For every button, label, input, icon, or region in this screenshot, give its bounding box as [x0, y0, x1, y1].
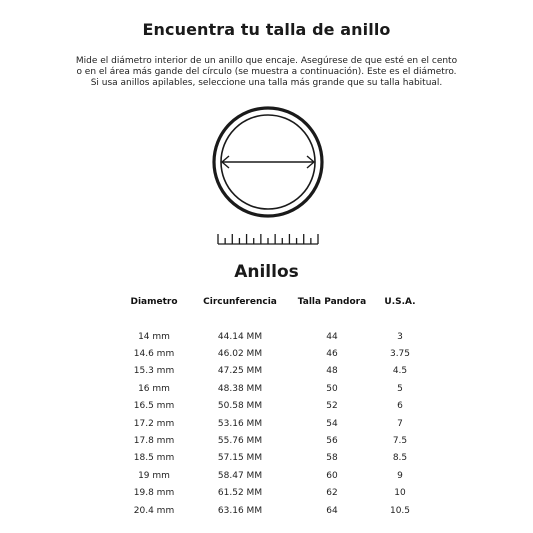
instructions	[0, 56, 533, 89]
cell-circunferencia: 57.15 MM	[217, 453, 263, 464]
section-title: Anillos	[234, 262, 299, 282]
table-spacer	[120, 308, 428, 328]
table-row	[120, 467, 428, 484]
table-row	[120, 380, 428, 397]
cell-usa: 3.75	[389, 349, 411, 360]
cell-talla-pandora: 46	[326, 349, 338, 360]
table-row	[120, 328, 428, 345]
cell-circunferencia: 46.02 MM	[217, 349, 263, 360]
cell-circunferencia: 61.52 MM	[217, 488, 263, 499]
column-header-diametro: Diametro	[130, 297, 178, 307]
cell-circunferencia: 53.16 MM	[217, 418, 263, 429]
cell-usa: 8.5	[392, 453, 408, 464]
cell-usa: 7	[397, 418, 403, 429]
cell-diametro: 15.3 mm	[133, 366, 175, 377]
cell-talla-pandora: 52	[326, 401, 338, 412]
column-header-circunferencia: Circunferencia	[203, 297, 277, 307]
page-title: Encuentra tu talla de anillo	[142, 20, 391, 39]
instruction-line: Mide el diámetro interior de un anillo que encaje. Asegúrese de que esté en el cento	[75, 56, 458, 66]
cell-diametro: 20.4 mm	[133, 505, 175, 516]
cell-talla-pandora: 64	[326, 505, 338, 516]
cell-circunferencia: 44.14 MM	[217, 331, 263, 342]
cell-diametro: 16.5 mm	[133, 401, 175, 412]
table-row	[120, 415, 428, 432]
cell-diametro: 18.5 mm	[133, 453, 175, 464]
cell-diametro: 14.6 mm	[133, 349, 175, 360]
cell-usa: 9	[397, 470, 403, 481]
cell-usa: 7.5	[392, 436, 408, 447]
cell-usa: 10.5	[389, 505, 411, 516]
table-row	[120, 363, 428, 380]
table-row	[120, 502, 428, 519]
cell-circunferencia: 50.58 MM	[217, 401, 263, 412]
cell-talla-pandora: 60	[326, 470, 338, 481]
column-header-talla-pandora: Talla Pandora	[297, 297, 367, 307]
cell-talla-pandora: 56	[326, 436, 338, 447]
cell-talla-pandora: 50	[326, 383, 338, 394]
cell-diametro: 17.2 mm	[133, 418, 175, 429]
ring-diameter-diagram	[206, 104, 330, 246]
table-row	[120, 485, 428, 502]
cell-diametro: 17.8 mm	[133, 436, 175, 447]
instruction-line: o en el área más gande del círculo (se muestra a continuación). Este es el diámetro.	[76, 67, 457, 77]
cell-circunferencia: 58.47 MM	[217, 470, 263, 481]
cell-talla-pandora: 44	[326, 331, 338, 342]
table-row	[120, 432, 428, 449]
cell-circunferencia: 63.16 MM	[217, 505, 263, 516]
cell-usa: 10	[394, 488, 406, 499]
table-row	[120, 398, 428, 415]
cell-diametro: 19.8 mm	[133, 488, 175, 499]
table-row	[120, 345, 428, 362]
table-body	[120, 308, 428, 519]
cell-diametro: 19 mm	[138, 470, 170, 481]
cell-diametro: 14 mm	[138, 331, 170, 342]
cell-circunferencia: 48.38 MM	[217, 383, 263, 394]
column-header-usa: U.S.A.	[384, 297, 416, 307]
diameter-arrow-icon	[222, 156, 314, 168]
table-row	[120, 450, 428, 467]
instruction-line: Si usa anillos apilables, seleccione una talla más grande que su talla habitual.	[90, 78, 443, 88]
cell-talla-pandora: 62	[326, 488, 338, 499]
table-header-row	[120, 296, 428, 308]
cell-diametro: 16 mm	[138, 383, 170, 394]
cell-usa: 5	[397, 383, 403, 394]
cell-circunferencia: 55.76 MM	[217, 436, 263, 447]
cell-usa: 3	[397, 331, 403, 342]
ring-size-table	[120, 296, 428, 519]
cell-usa: 4.5	[392, 366, 408, 377]
cell-talla-pandora: 58	[326, 453, 338, 464]
ruler-icon	[218, 234, 318, 244]
cell-talla-pandora: 54	[326, 418, 338, 429]
cell-circunferencia: 47.25 MM	[217, 366, 263, 377]
cell-talla-pandora: 48	[326, 366, 338, 377]
cell-usa: 6	[397, 401, 403, 412]
